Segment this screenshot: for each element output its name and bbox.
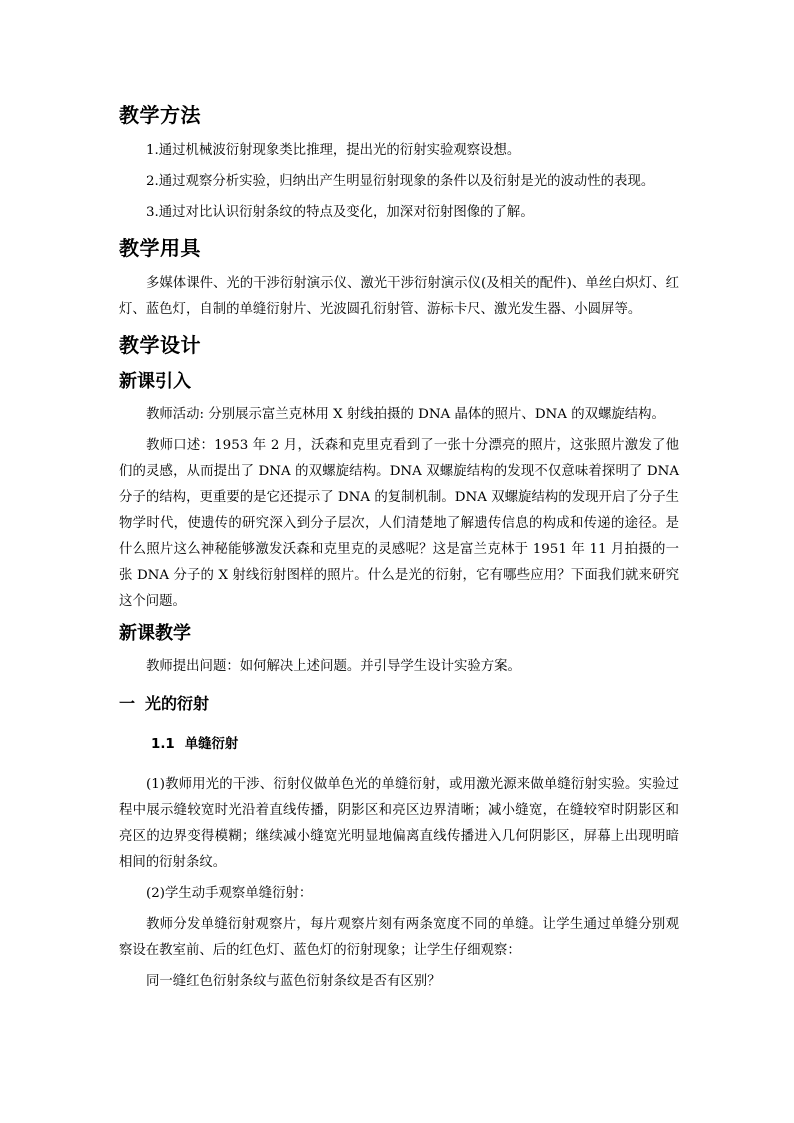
methods-item-3: 3.通过对比认识衍射条纹的特点及变化，加深对衍射图像的了解。: [146, 205, 534, 220]
document-content: [119, 100, 679, 1000]
methods-item-1: 1.通过机械波衍射现象类比推理，提出光的衍射实验观察设想。: [146, 143, 521, 158]
tools-text: 多媒体课件、光的干涉衍射演示仪、激光干涉衍射演示仪(及相关的配件)、单丝白炽灯、红灯、蓝色灯，自制的单缝衍射片、光波圆孔衍射管、游标卡尺、激光发生器、小圆屏等。: [119, 276, 679, 317]
teaching-paragraph-1: 教师提出问题：如何解决上述问题。并引导学生设计实验方案。: [146, 659, 521, 674]
section-title-methods: 教学方法: [119, 103, 201, 127]
section-title-tools: 教学用具: [119, 236, 201, 260]
single-slit-paragraph-2: (2)学生动手观察单缝衍射：: [146, 886, 313, 901]
subsection-title-intro: 新课引入: [119, 371, 191, 392]
single-slit-paragraph-4: 同一缝红色衍射条纹与蓝色衍射条纹是否有区别？: [146, 974, 441, 989]
single-slit-paragraph-1: (1)教师用光的干涉、衍射仪做单色光的单缝衍射，或用激光源来做单缝衍射实验。实验过程中展示缝较宽时光沿着直线传播，阴影区和亮区边界清晰；减小缝宽，在缝较窄时阴影区和亮区的边界变得模糊；继续减小缝宽光明显地偏离直线传播进入几何阴影区，屏幕上出现明暗相间的衍射条纹。: [119, 777, 679, 870]
subsection-title: 单缝衍射: [184, 737, 239, 752]
subsection-heading-1-1: [151, 732, 679, 758]
subsection-number: 1.1: [151, 737, 175, 752]
intro-paragraph-2: 教师口述：1953 年 2 月，沃森和克里克看到了一张十分漂亮的照片，这张照片激发了他们的灵感，从而提出了 DNA 的双螺旋结构。DNA 双螺旋结构的发现不仅意味着探明了 DNA 分子的结构，更重要的是它还提示了 DNA 的复制机制。DNA 双螺旋结构的发现开启了分子生物学时代，使遗传的研究深入到分子层次，人们清楚地了解遗传信息的构成和传递的途径。是什么照片这么神秘能够激发沃森和克里克的灵感呢？这是富兰克林于 1951 年 11 月拍摄的一张 DNA 分子的 X 射线衍射图样的照片。什么是光的衍射，它有哪些应用？下面我们就来研究这个问题。: [119, 438, 679, 609]
single-slit-paragraph-3: 教师分发单缝衍射观察片，每片观察片刻有两条宽度不同的单缝。让学生通过单缝分别观察设在教室前、后的红色灯、蓝色灯的衍射现象；让学生仔细观察：: [119, 917, 679, 958]
chapter-title: 光的衍射: [145, 694, 210, 713]
section-title-design: 教学设计: [119, 333, 201, 357]
methods-item-2: 2.通过观察分析实验，归纳出产生明显衍射现象的条件以及衍射是光的波动性的表现。: [146, 174, 655, 189]
chapter-heading: [119, 690, 679, 718]
chapter-number: 一: [119, 694, 136, 713]
intro-paragraph-1: 教师活动: 分别展示富兰克林用 X 射线拍摄的 DNA 晶体的照片、DNA 的双螺旋结构。: [146, 407, 665, 422]
subsection-title-teaching: 新课教学: [119, 623, 191, 644]
